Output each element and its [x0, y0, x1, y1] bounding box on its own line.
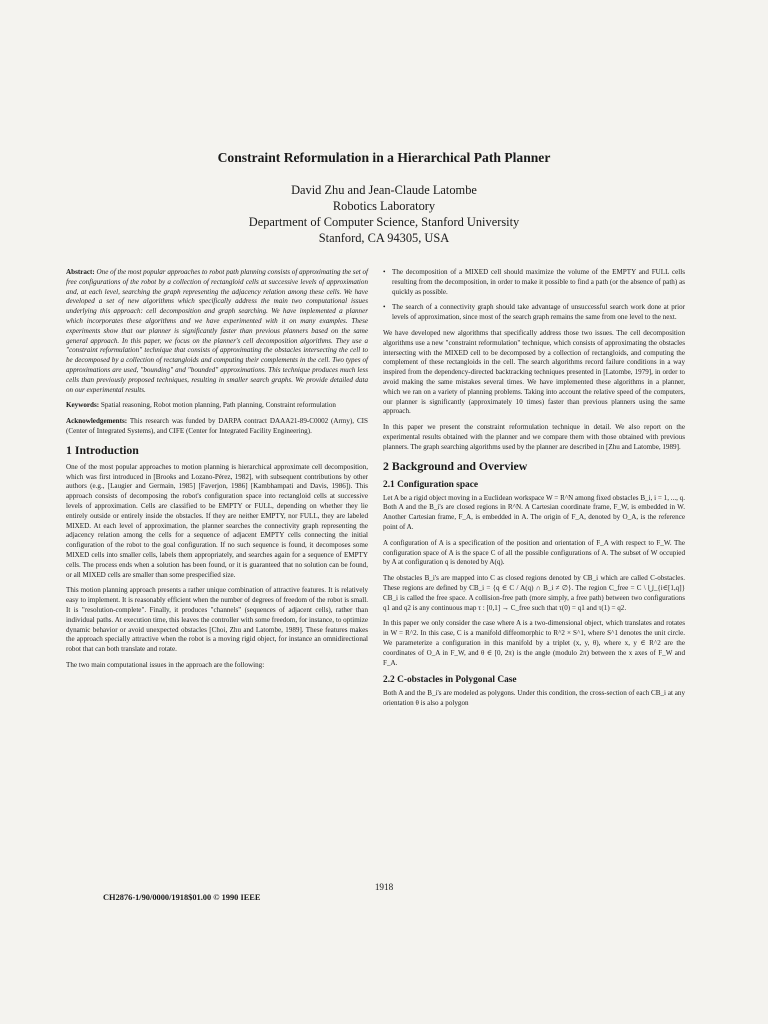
polygonal-heading: 2.2 C-obstacles in Polygonal Case	[383, 675, 517, 686]
ack-label: Acknowledgements:	[66, 417, 128, 426]
intro-heading: 1 Introduction	[66, 442, 139, 457]
config-space-paragraph-2: A configuration of A is a specification of the position and orientation of F_A with respect to F_W. The configuration space of A is the space C of all the possible configurations of A. The subset of W occupied by A at configuration q is denoted by A(q).	[383, 538, 685, 567]
copyright-code: CH2876-1/90/0000/1918$01.00 © 1990 IEEE	[103, 893, 261, 902]
overview-paragraph-1: We have developed new algorithms that specifically address those two issues. The cell decomposition algorithms use a new "constraint reformulation" technique, which consists of approximating the obstacles intersecting with the MIXED cell to be decomposed by a collection of rectangloids, and computing the complement of these rectangloids in the cell. The search algorithms record failure conditions in a way inspired from the dependency-directed backtracking techniques presented in [Latombe, 1979], in order to avoid making the same mistakes several times. We have implemented these algorithms in a planner, which we ran on a variety of planning problems. Taking into account the relative speed of the computers, our planner is significantly (approximately 10 times) faster than previous planners using the same approach.	[383, 328, 685, 416]
paper-title: Constraint Reformulation in a Hierarchical Path Planner	[217, 150, 551, 165]
abstract-label: Abstract:	[66, 268, 95, 276]
right-column	[383, 268, 685, 715]
config-space-paragraph-4: In this paper we only consider the case where A is a two-dimensional object, which translates and rotates in W = R^2. In this case, C is a manifold diffeomorphic to R^2 × S^1, where S^1 denotes the unit circle. We parameterize a configuration in this manifold by a triplet (x, y, θ), where x, y ∈ R^2 are the coordinates of O_A in F_W, and θ ∈ [0, 2π) is the angle (modulo 2π) between the x axes of F_W and F_A.	[383, 619, 685, 667]
ack-text: This research was funded by DARPA contract DAAA21-89-C0002 (Army), CIS (Center of Integrated Systems), and CIFE (Center for Integrated Facility Engineering).	[66, 417, 368, 435]
keywords-label: Keywords:	[66, 401, 100, 410]
acknowledgements	[66, 417, 368, 437]
bullet-item	[383, 268, 685, 297]
page-number: 1918	[374, 882, 394, 892]
abstract	[66, 268, 368, 395]
polygonal-paragraph-1: Both A and the B_i's are modeled as polygons. Under this condition, the cross-section of each CB_i at any orientation θ is also a polygon	[383, 689, 685, 708]
author-block	[0, 182, 768, 246]
intro-paragraph-1: One of the most popular approaches to motion planning is hierarchical approximate cell decomposition, which was first introduced in [Brooks and Lozano-Pérez, 1982], with subsequent contributions by other authors (e.g., [Laugier and Germain, 1985] [Faverjon, 1986] [Kambhampati and Davis, 1986]). This approach consists of decomposing the robot's configuration space into rectangloid cells at successive levels of approximation. Cells are classified to be EMPTY or FULL, depending on whether they lie entirely outside or entirely inside the obstacles. If they are neither EMPTY, nor FULL, they are labeled MIXED. At each level of approximation, the planner searches the connectivity graph representing the adjacency relation among the cells for a sequence of adjacent EMPTY cells connecting the initial configuration of the robot to the goal configuration. If no such sequence is found, it decomposes some MIXED cells into smaller cells, labels them appropriately, and searches again for a sequence of EMPTY cells. The process ends when a solution has been found, or it is guaranteed that no solution can be found, or all MIXED cells are smaller than some prespecified size.	[66, 462, 368, 579]
intro-paragraph-2: This motion planning approach presents a rather unique combination of attractive features. It is relatively easy to implement. It is reasonably efficient when the number of degrees of freedom of the robot is small. It is "resolution-complete". Finally, it produces "channels" (sequences of adjacent cells), rather than individual paths. At execution time, this leaves the controller with some freedom, for instance, to optimize dynamic behavior or avoid unexpected obstacles [Choi, Zhu and Latombe, 1989]. These features makes the approach specially attractive when the robot is a moving rigid object, for instance an omnidirectional robot that can both translate and rotate.	[66, 586, 368, 654]
background-heading: 2 Background and Overview	[383, 458, 528, 473]
author-names: David Zhu and Jean-Claude Latombe	[291, 183, 477, 197]
config-space-heading: 2.1 Configuration space	[383, 479, 479, 490]
keywords	[66, 401, 368, 411]
bullet-marker: •	[383, 303, 386, 312]
lab-name: Robotics Laboratory	[332, 199, 436, 213]
location: Stanford, CA 94305, USA	[318, 231, 450, 245]
bullet-marker: •	[383, 268, 386, 276]
keywords-text: Spatial reasoning, Robot motion planning, Path planning, Constraint reformulation	[100, 401, 336, 410]
config-space-paragraph-1: Let A be a rigid object moving in a Euclidean workspace W = R^N among fixed obstacles B_i, i = 1, ..., q. Both A and the B_i's are closed regions in R^N. A Cartesian coordinate frame, F_W, is embedded in W. Another Cartesian frame, F_A, is embedded in A. The origin of F_A, denoted by O_A, is the reference point of A.	[383, 493, 685, 531]
overview-paragraph-2: In this paper we present the constraint reformulation technique in detail. We also report on the experimental results obtained with the planner and we compare them with those obtained with previous planners. The graph searching algorithms used by the planner are described in [Zhu and Latombe, 1989].	[383, 423, 685, 451]
abstract-text: One of the most popular approaches to robot path planning consists of approximating the set of free configurations of the robot by a collection of rectangloid cells at successive levels of approximation and, at each level, searching the graph representing the adjacency relation among these cells. We have developed a set of new algorithms which specifically address the main two computational issues underlying this approach: cell decomposition and graph searching. We have implemented a planner which incorporates these algorithms and we have experimented with it on many examples. These experiments show that our planner is significantly faster than previous planners based on the same general approach. In this paper, we focus on the planner's cell decomposition algorithms. They use a "constraint reformulation" technique that consists of approximating the obstacles intersecting the cell to be decomposed by a collection of rectangloids and computing their complements in the cell. Two types of approximations are used, "bounding" and "bounded" approximations. This technique produces much less cells than previously proposed techniques, resulting in smaller search graphs. We provide detailed data on our experimental results.	[66, 268, 368, 394]
left-column	[66, 268, 368, 677]
department: Department of Computer Science, Stanford University	[248, 215, 520, 229]
config-space-paragraph-3: The obstacles B_i's are mapped into C as closed regions denoted by CB_i which are called C-obstacles. These regions are defined by CB_i = {q ∈ C / A(q) ∩ B_i ≠ ∅}. The region C_free = C \ ⋃_{i∈[1,q]} CB_i is called the free space. A collision-free path (more simply, a free path) between two configurations q1 and q2 is any continuous map τ : [0,1] → C_free such that τ(0) = q1 and τ(1) = q2.	[383, 574, 685, 612]
bullet-item	[383, 303, 685, 323]
bullet-text: The search of a connectivity graph should take advantage of unsuccessful search work done at prior levels of approximation, since most of the search graph remains the same from one level to the next.	[392, 303, 685, 322]
bullet-text: The decomposition of a MIXED cell should maximize the volume of the EMPTY and FULL cells resulting from the decomposition, in order to make it possible to find a path (or the absence of path) as quickly as possible.	[392, 268, 685, 296]
intro-paragraph-3: The two main computational issues in the approach are the following:	[66, 660, 265, 669]
